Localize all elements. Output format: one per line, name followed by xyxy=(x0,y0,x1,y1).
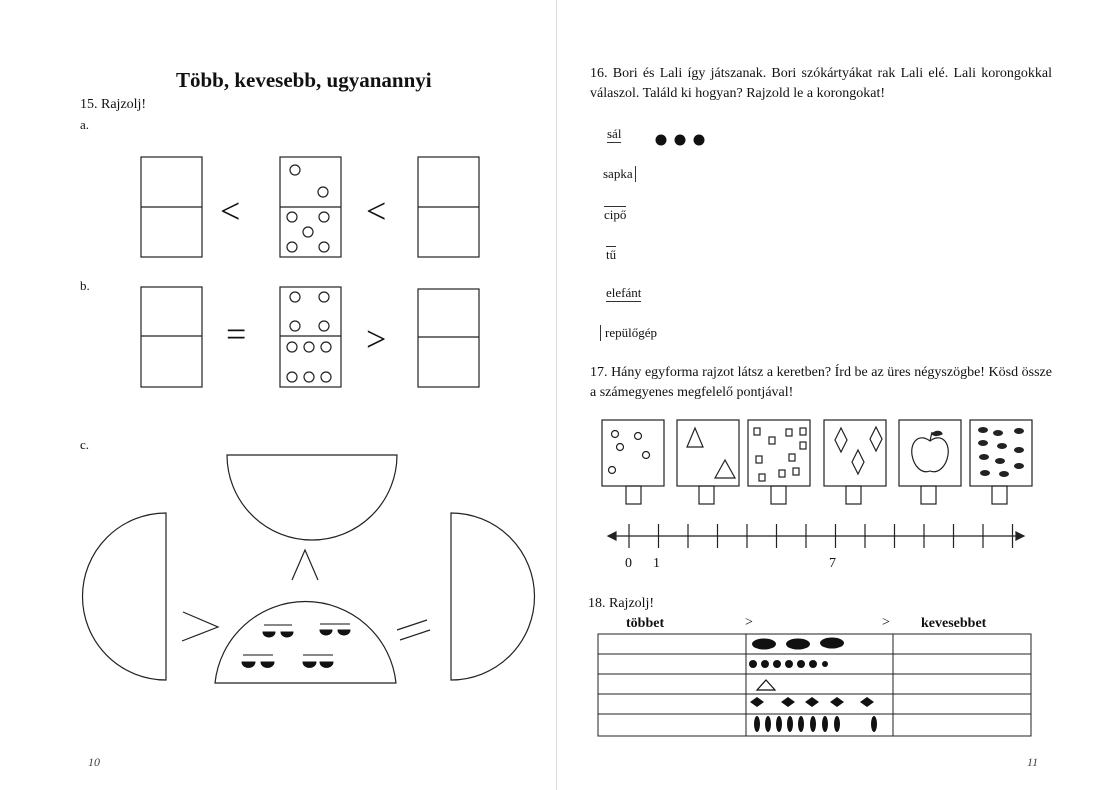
empty-domino-b-left[interactable] xyxy=(141,287,202,387)
candy-icon xyxy=(978,427,1024,477)
numberline-label-0: 0 xyxy=(625,556,632,571)
table-header-more: többet xyxy=(626,616,665,631)
sign-a-left: < xyxy=(220,191,241,231)
part-c-label: c. xyxy=(80,437,90,452)
table-header-less: kevesebbet xyxy=(921,616,987,631)
frame-diamonds xyxy=(824,420,886,504)
answer-box-3[interactable] xyxy=(771,486,786,504)
numberline-label-7: 7 xyxy=(829,556,836,571)
domino-a-middle xyxy=(280,157,341,257)
frame-circles xyxy=(602,420,664,504)
answer-box-4[interactable] xyxy=(846,486,861,504)
empty-domino-b-right[interactable] xyxy=(418,289,479,387)
half-circle-top[interactable] xyxy=(227,455,397,540)
word-card-elefant: elefánt xyxy=(606,285,642,300)
exercise-18-label: 18. Rajzolj! xyxy=(588,596,655,611)
answer-box-5[interactable] xyxy=(921,486,936,504)
answer-box-1[interactable] xyxy=(626,486,641,504)
numberline-label-1: 1 xyxy=(653,556,660,571)
answer-box-2[interactable] xyxy=(699,486,714,504)
scale-icon xyxy=(242,624,350,667)
exercise-15-label: 15. Rajzolj! xyxy=(80,97,147,112)
word-card-sal: sál xyxy=(607,126,622,141)
sign-a-right: < xyxy=(366,191,387,231)
exercise-17-text: 17. Hány egyforma rajzot látsz a keretben? Írd be az üres négyszögbe! Kösd össze a számegyenes megfelelő pontjával! xyxy=(590,365,1052,400)
exercise-16-text: 16. Bori és Lali így játszanak. Bori szókártyákat rak Lali elé. Lali korongokkal válaszol. Találd ki hogyan? Rajzold le a korongokat! xyxy=(590,66,1052,101)
half-circle-bottom-with-scales xyxy=(215,602,396,683)
domino-b-middle xyxy=(280,287,341,387)
frame-apple xyxy=(899,420,961,504)
answer-box-6[interactable] xyxy=(992,486,1007,504)
part-b-label: b. xyxy=(80,278,90,293)
table-given-shapes xyxy=(749,638,877,733)
frame-triangles xyxy=(677,420,739,504)
part-a-label: a. xyxy=(80,117,90,132)
table-header-greater-2: > xyxy=(882,615,890,630)
frame-cups xyxy=(748,420,810,504)
table-header-greater-1: > xyxy=(745,615,753,630)
page-number-right: 11 xyxy=(1027,755,1039,769)
word-card-cipo: cipő xyxy=(604,207,627,222)
greater-sign-up xyxy=(292,550,318,580)
word-card-repulogep: repülőgép xyxy=(600,325,657,341)
page-title: Több, kevesebb, ugyanannyi xyxy=(176,68,432,92)
half-circle-right[interactable] xyxy=(451,513,535,680)
sign-b-left: = xyxy=(226,314,247,354)
equal-sign-line-1 xyxy=(397,620,427,630)
equal-sign-line-2 xyxy=(400,630,430,640)
greater-sign-left xyxy=(182,612,218,641)
word-card-sapka: sapka xyxy=(603,166,636,182)
sign-b-right: > xyxy=(366,319,387,359)
empty-domino-a-left[interactable] xyxy=(141,157,202,257)
apple-icon xyxy=(912,438,949,472)
word-card-tu: tű xyxy=(606,247,617,262)
empty-domino-a-right[interactable] xyxy=(418,157,479,257)
answer-dots-sal xyxy=(656,135,705,146)
half-circle-left[interactable] xyxy=(83,513,167,680)
number-line xyxy=(608,532,1024,540)
page-number-left: 10 xyxy=(88,755,100,769)
